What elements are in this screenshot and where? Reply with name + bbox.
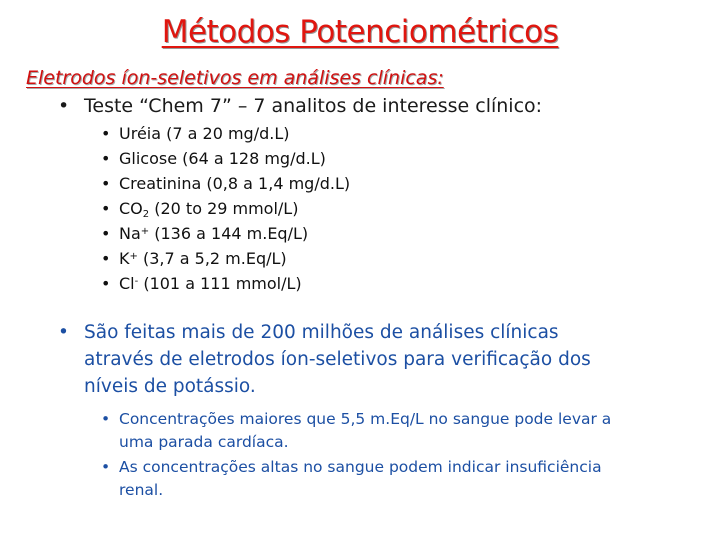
bullet-marker: •: [101, 224, 111, 243]
analyte-chloride-range: (101 a 111 mmol/L): [138, 274, 302, 293]
analyte-sodium-base: Na: [119, 224, 141, 243]
analyte-potassium: [119, 249, 287, 268]
slide-title: Métodos Potenciométricos: [161, 14, 559, 50]
second-bullet-line3: níveis de potássio.: [84, 376, 256, 397]
analyte-ureia: Uréia (7 a 20 mg/d.L): [119, 124, 290, 143]
sub-bullet-1-line2: uma parada cardíaca.: [119, 433, 289, 451]
main-bullet-text: Teste “Chem 7” – 7 analitos de interesse clínico:: [84, 95, 543, 117]
analyte-chloride: [119, 274, 302, 293]
analyte-co2-subscript: 2: [142, 209, 150, 220]
bullet-marker: •: [101, 274, 111, 293]
second-bullet-line2: através de eletrodos íon-seletivos para verificação dos: [84, 349, 591, 370]
bullet-marker: •: [58, 322, 69, 343]
bullet-marker: •: [58, 95, 70, 117]
analyte-sodium: [119, 224, 308, 243]
analyte-sodium-range: (136 a 144 m.Eq/L): [149, 224, 309, 243]
bullet-marker: •: [101, 149, 111, 168]
sub-bullet-1-line1: Concentrações maiores que 5,5 m.Eq/L no sangue pode levar a: [119, 410, 612, 428]
bullet-marker: •: [101, 174, 111, 193]
analyte-glicose: Glicose (64 a 128 mg/d.L): [119, 149, 326, 168]
bullet-marker: •: [101, 249, 111, 268]
sub-bullet-2-line2: renal.: [119, 481, 164, 499]
analyte-potassium-base: K: [119, 249, 130, 268]
analyte-sodium-charge: +: [140, 226, 150, 237]
analyte-co2: [119, 199, 298, 220]
analyte-potassium-range: (3,7 a 5,2 m.Eq/L): [137, 249, 287, 268]
bullet-marker: •: [101, 124, 111, 143]
analyte-co2-range: (20 to 29 mmol/L): [149, 199, 299, 218]
analyte-creatinina: Creatinina (0,8 a 1,4 mg/d.L): [119, 174, 351, 193]
bullet-marker: •: [101, 199, 111, 218]
analyte-co2-base: CO: [119, 199, 143, 218]
second-bullet-line1: São feitas mais de 200 milhões de análises clínicas: [84, 322, 559, 343]
analyte-potassium-charge: +: [129, 251, 138, 262]
sub-bullet-2-line1: As concentrações altas no sangue podem indicar insuficiência: [119, 458, 602, 476]
section-subtitle: Eletrodos íon-seletivos em análises clínicas:: [26, 67, 444, 89]
bullet-marker: •: [101, 410, 111, 428]
analyte-chloride-base: Cl: [119, 274, 135, 293]
analyte-chloride-charge: -: [134, 276, 139, 287]
bullet-marker: •: [101, 458, 111, 476]
